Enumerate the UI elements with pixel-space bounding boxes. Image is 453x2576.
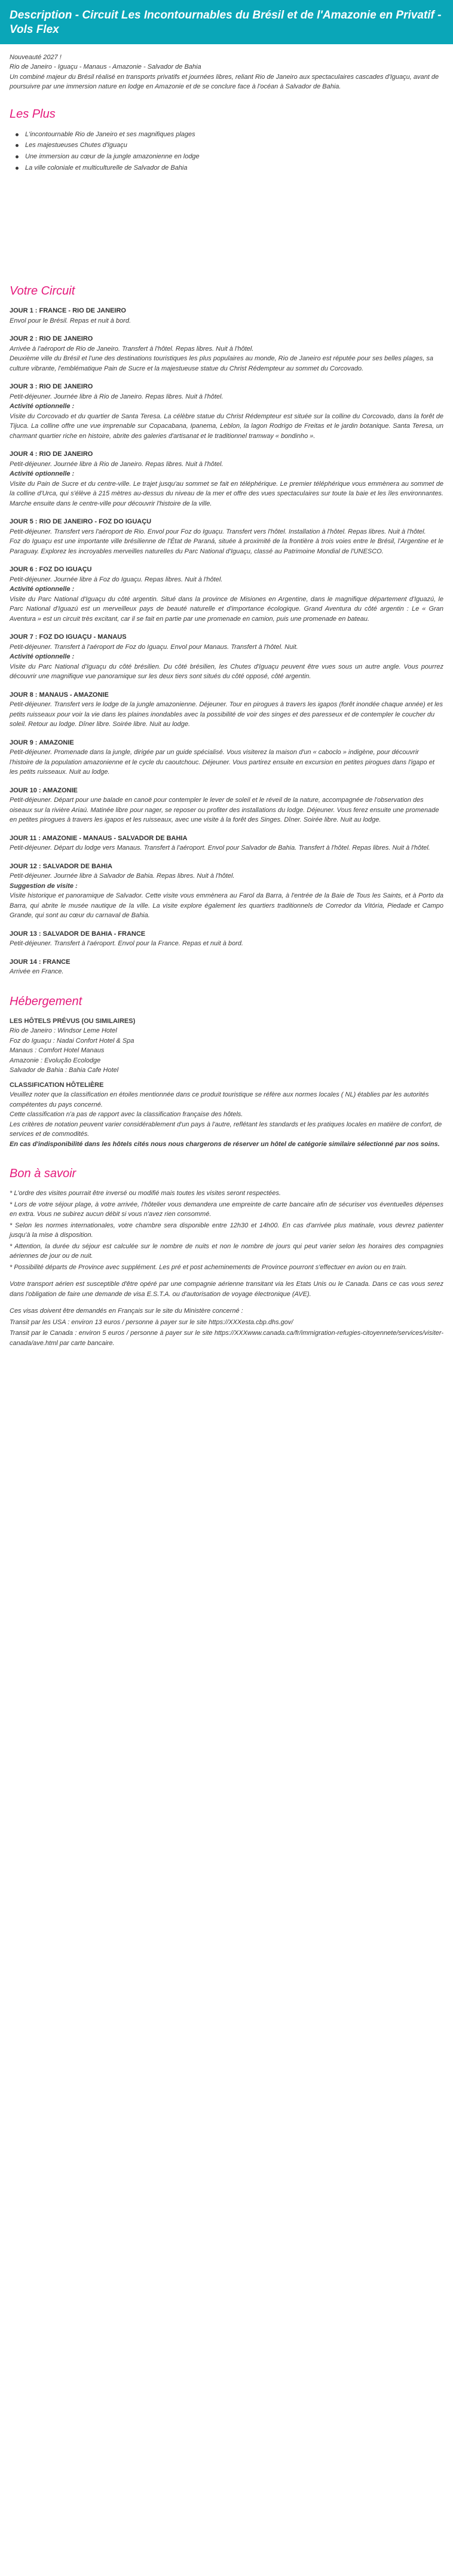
- day-description: Visite du Pain de Sucre et du centre-ville. Le trajet jusqu'au sommet se fait en téléphérique. Le premier téléphérique vous emmènera au sommet de la colline d'Urca, qui s'élève à 215 mètres au-dessus du niveau de la mer et offre des vues spectaculaires sur toute la baie et les îles environnantes. Marche ensuite dans le centre-ville pour découvrir l'histoire de la ville.: [10, 480, 443, 507]
- hotel-item: Salvador de Bahia : Bahia Cafe Hotel: [10, 1067, 119, 1074]
- day-block: [10, 565, 443, 624]
- day-block: [10, 957, 443, 977]
- footer-para: Votre transport aérien est susceptible d'être opéré par une compagnie aérienne transitant via les Etats Unis ou le Canada. Dans ce cas vous serez dans l'obligation de faire une demande de visa E.S.T.A. ou d'autorisation de voyage électronique (AVE).: [10, 1281, 443, 1298]
- day-subheading: Suggestion de visite :: [10, 882, 78, 890]
- day-title: JOUR 14 : FRANCE: [10, 958, 71, 966]
- hotel-item: Manaus : Comfort Hotel Manaus: [10, 1047, 105, 1055]
- bon-list: [10, 1189, 443, 1272]
- day-title: JOUR 5 : RIO DE JANEIRO - FOZ DO IGUAÇU: [10, 518, 152, 526]
- day-title: JOUR 8 : MANAUS - AMAZONIE: [10, 691, 109, 699]
- hotels-block: [10, 1016, 443, 1150]
- classification-label: CLASSIFICATION HÔTELIÈRE: [10, 1081, 104, 1089]
- day-description: Visite historique et panoramique de Salvador. Cette visite vous emmènera au Farol da Barra, à l'entrée de la Baie de Tous les Saints, et à Porto da Barra, qui abrite le musée nautique de la ville. La visite explore également les quartiers traditionnels de Corredor da Vitória, Piedade et Campo Grande, qui sont au cœur du carnaval de Bahia.: [10, 892, 443, 920]
- day-block: [10, 517, 443, 556]
- day-subheading: Activité optionnelle :: [10, 403, 75, 411]
- day-block: [10, 449, 443, 509]
- hotel-item: Rio de Janeiro : Windsor Leme Hotel: [10, 1027, 117, 1035]
- day-block: [10, 834, 443, 853]
- day-block: [10, 306, 443, 326]
- classification-line: Cette classification n'a pas de rapport avec la classification française des hôtels.: [10, 1111, 243, 1119]
- day-list: [10, 306, 443, 977]
- day-subheading: Activité optionnelle :: [10, 653, 75, 661]
- day-line: Petit-déjeuner. Transfert à l'aéroport de Foz do Iguaçu. Envol pour Manaus. Transfert à l'hôtel. Nuit.: [10, 643, 298, 651]
- footer-para: Transit par les USA : environ 13 euros / personne à payer sur le site https://XXXesta.cbp.dhs.gov/: [10, 1318, 293, 1326]
- day-line: Arrivée en France.: [10, 968, 64, 976]
- bon-item: * Lors de votre séjour plage, à votre arrivée, l'hôtelier vous demandera une empreinte de carte bancaire afin de sécuriser vos éventuelles dépenses en extra. Vous ne subirez aucun débit si vous n'avez rien consommé.: [10, 1200, 443, 1218]
- intro-route: Rio de Janeiro - Iguaçu - Manaus - Amazonie - Salvador de Bahia: [10, 63, 201, 71]
- day-block: [10, 929, 443, 949]
- plus-item: Une immersion au cœur de la jungle amazonienne en lodge: [16, 151, 443, 163]
- day-line: Petit-déjeuner. Journée libre à Salvador de Bahia. Repas libres. Nuit à l'hôtel.: [10, 872, 235, 880]
- plus-list: [16, 129, 443, 174]
- hotels-label: LES HÔTELS PRÉVUS (OU SIMILAIRES): [10, 1017, 136, 1025]
- day-title: JOUR 10 : AMAZONIE: [10, 786, 78, 794]
- plus-item: La ville coloniale et multiculturelle de Salvador de Bahia: [16, 163, 443, 174]
- day-block: [10, 334, 443, 373]
- day-title: JOUR 13 : SALVADOR DE BAHIA - FRANCE: [10, 930, 146, 938]
- day-title: JOUR 12 : SALVADOR DE BAHIA: [10, 862, 112, 870]
- day-line: Petit-déjeuner. Promenade dans la jungle, dirigée par un guide spécialisé. Vous visiterez la maison d'un « caboclo » indigène, pour découvrir l'histoire de la population amazonienne et le cycle du caoutchouc. Déjeuner. Vous partirez ensuite en excursion en petites pirogues dans l'igapo et les petits ruisseaux. Nuit au lodge.: [10, 749, 434, 776]
- classification-line: En cas d'indisponibilité dans les hôtels cités nous nous chargerons de réserver un hôtel de catégorie similaire sélectionné par nos soins.: [10, 1140, 440, 1148]
- circuit-heading: Votre Circuit: [10, 284, 75, 298]
- day-title: JOUR 3 : RIO DE JANEIRO: [10, 383, 93, 391]
- day-block: [10, 382, 443, 441]
- day-subheading: Activité optionnelle :: [10, 470, 75, 478]
- day-line: Petit-déjeuner. Transfert vers le lodge de la jungle amazonienne. Déjeuner. Tour en pirogues à travers les igapos (forêt inondée chaque année) et les petits ruisseaux pour voir la vie dans les plaines inondables avec la possibilité de voir des singes et des paresseux et de contempler le coucher du soleil. Retour au lodge. Dîner libre. Soirée libre. Nuit au lodge.: [10, 701, 443, 728]
- day-title: JOUR 11 : AMAZONIE - MANAUS - SALVADOR DE BAHIA: [10, 834, 188, 842]
- day-description: Visite du Parc National d'Iguaçu du côté argentin. Situé dans la province de Misiones en Argentine, dans le magnifique département d'Iguazú, le Parc National d'Iguazú est un merveilleux pays de beauté naturelle et d'importance écologique. Grand Aventura du côté argentin : Le « Gran Aventura » est un circuit très excitant, car il se fait en partie par une promenade en camion, puis une promenade en bateau.: [10, 595, 443, 623]
- day-block: [10, 738, 443, 777]
- intro-new: Nouveauté 2027 !: [10, 53, 62, 61]
- bon-footer: [10, 1279, 443, 1348]
- plus-heading: Les Plus: [10, 107, 56, 121]
- plus-item: L'incontournable Rio de Janeiro et ses magnifiques plages: [16, 129, 443, 140]
- plus-item: Les majestueuses Chutes d'Iguaçu: [16, 140, 443, 151]
- bon-heading: Bon à savoir: [10, 1167, 76, 1181]
- day-line: Petit-déjeuner. Départ du lodge vers Manaus. Transfert à l'aéroport. Envol pour Salvador de Bahia. Transfert à l'hôtel. Repas libres. Nuit à l'hôtel.: [10, 844, 430, 852]
- classification-line: Les critères de notation peuvent varier considérablement d'un pays à l'autre, reflétant les standards et les pratiques locales en matière de confort, de services et de commodités.: [10, 1120, 442, 1138]
- day-line: Petit-déjeuner. Transfert vers l'aéroport de Rio. Envol pour Foz do Iguaçu. Transfert vers l'hôtel. Installation à l'hôtel. Repas libres. Nuit à l'hôtel.: [10, 528, 426, 535]
- day-line: Envol pour le Brésil. Repas et nuit à bord.: [10, 317, 131, 324]
- hotels-heading: Hébergement: [10, 994, 82, 1008]
- hotel-item: Foz do Iguaçu : Nadai Confort Hotel & Spa: [10, 1037, 134, 1045]
- bon-item: * Possibilité départs de Province avec supplément. Les pré et post acheminements de Province pourront s'effectuer en avion ou en train.: [10, 1263, 407, 1271]
- footer-para: Transit par le Canada : environ 5 euros / personne à payer sur le site https://XXXwww.canada.ca/fr/immigration-refugies-citoyennete/services/visiter-canada/ave.html par carte bancaire.: [10, 1330, 443, 1347]
- day-description: Visite du Corcovado et du quartier de Santa Teresa. La célèbre statue du Christ Rédempteur est située sur la colline du Corcovado, dans la forêt de Tijuca. La colline offre une vue imprenable sur Copacabana, Ipanema, Leblon, la lagon Rodrigo de Freitas et le jardin botanique. Santa Teresa, un charmant quartier riche en histoire, abrite des galeries d'artisanat et le traditionnel tramway « bondinho ».: [10, 412, 443, 440]
- day-description: Visite du Parc National d'Iguaçu du côté brésilien. Du côté brésilien, les Chutes d'Iguaçu peuvent être vues sous un autre angle. Vous pourrez découvrir une magnifique vue panoramique sur les deux tiers sont situés du côté opposé, côté argentin.: [10, 663, 443, 681]
- day-line: Petit-déjeuner. Journée libre à Rio de Janeiro. Repas libres. Nuit à l'hôtel.: [10, 460, 224, 468]
- bon-item: * Attention, la durée du séjour est calculée sur le nombre de nuits et non le nombre de jours qui peut varier selon les horaires des compagnies aériennes de jour ou de nuit.: [10, 1242, 443, 1260]
- bon-item: * Selon les normes internationales, votre chambre sera disponible entre 12h30 et 14h00. En cas d'arrivée plus matinale, vous devrez patienter jusqu'à la mise à disposition.: [10, 1221, 443, 1239]
- day-description: Foz do Iguaçu est une importante ville brésilienne de l'État de Paraná, située à proximité de la frontière à trois voies entre le Brésil, l'Argentine et le Paraguay. Explorez les incroyables merveilles naturelles du Parc National d'Iguaçu, classé au Patrimoine Mondial de l'UNESCO.: [10, 538, 443, 555]
- intro-summary: Un combiné majeur du Brésil réalisé en transports privatifs et journées libres, reliant Rio de Janeiro aux spectaculaires cascades d'Iguaçu, avant de poursuivre par une immersion nature en lodge en Amazonie et de se conclure face à l'océan à Salvador de Bahia.: [10, 73, 439, 90]
- day-title: JOUR 2 : RIO DE JANEIRO: [10, 335, 93, 343]
- hotel-item: Amazonie : Evolução Ecolodge: [10, 1056, 101, 1064]
- day-subheading: Activité optionnelle :: [10, 586, 75, 593]
- day-line: Petit-déjeuner. Départ pour une balade en canoë pour contempler le lever de soleil et le réveil de la nature, accompagnée de l'observation des oiseaux sur la rivière Ariaú. Matinée libre pour nager, se reposer ou profiter des installations du lodge. Déjeuner. Vous ferez ensuite une promenade en petites pirogues à travers les igapos et les ruisseaux, avec une visite à la forêt des Singes. Dîner. Soirée libre. Nuit au lodge.: [10, 797, 439, 824]
- intro: [10, 53, 443, 92]
- page-header: [0, 0, 453, 44]
- day-line: Petit-déjeuner. Journée libre à Foz do Iguaçu. Repas libres. Nuit à l'hôtel.: [10, 575, 223, 583]
- day-title: JOUR 1 : FRANCE - RIO DE JANEIRO: [10, 307, 126, 315]
- day-title: JOUR 7 : FOZ DO IGUAÇU - MANAUS: [10, 633, 127, 641]
- page-title: Description - Circuit Les Incontournables du Brésil et de l'Amazonie en Privatif - Vols Flex: [10, 9, 442, 36]
- day-title: JOUR 9 : AMAZONIE: [10, 739, 74, 746]
- day-block: [10, 786, 443, 825]
- bon-item: * L'ordre des visites pourrait être inversé ou modifié mais toutes les visites seront respectées.: [10, 1190, 281, 1197]
- classification-line: Veuillez noter que la classification en étoiles mentionnée dans ce produit touristique se réfère aux normes locales ( NL) établies par les autorités compétentes du pays concerné.: [10, 1091, 429, 1108]
- day-line: Deuxième ville du Brésil et l'une des destinations touristiques les plus populaires au monde, Rio de Janeiro est réputée pour ses belles plages, sa culture vibrante, l'emblématique Pain de Sucre et la majestueuse statue du Christ Rédempteur au sommet du Corcovado.: [10, 355, 433, 372]
- day-line: Arrivée à l'aéroport de Rio de Janeiro. Transfert à l'hôtel. Repas libres. Nuit à l'hôtel.: [10, 345, 254, 353]
- day-block: [10, 862, 443, 921]
- footer-para: Ces visas doivent être demandés en Français sur le site du Ministère concerné :: [10, 1307, 243, 1315]
- spacer: [10, 177, 443, 267]
- day-block: [10, 690, 443, 730]
- day-line: Petit-déjeuner. Transfert à l'aéroport. Envol pour la France. Repas et nuit à bord.: [10, 940, 243, 948]
- main-content: [0, 53, 453, 1349]
- day-title: JOUR 6 : FOZ DO IGUAÇU: [10, 566, 92, 574]
- day-block: [10, 632, 443, 682]
- day-title: JOUR 4 : RIO DE JANEIRO: [10, 451, 93, 458]
- day-line: Petit-déjeuner. Journée libre à Rio de Janeiro. Repas libres. Nuit à l'hôtel.: [10, 393, 224, 400]
